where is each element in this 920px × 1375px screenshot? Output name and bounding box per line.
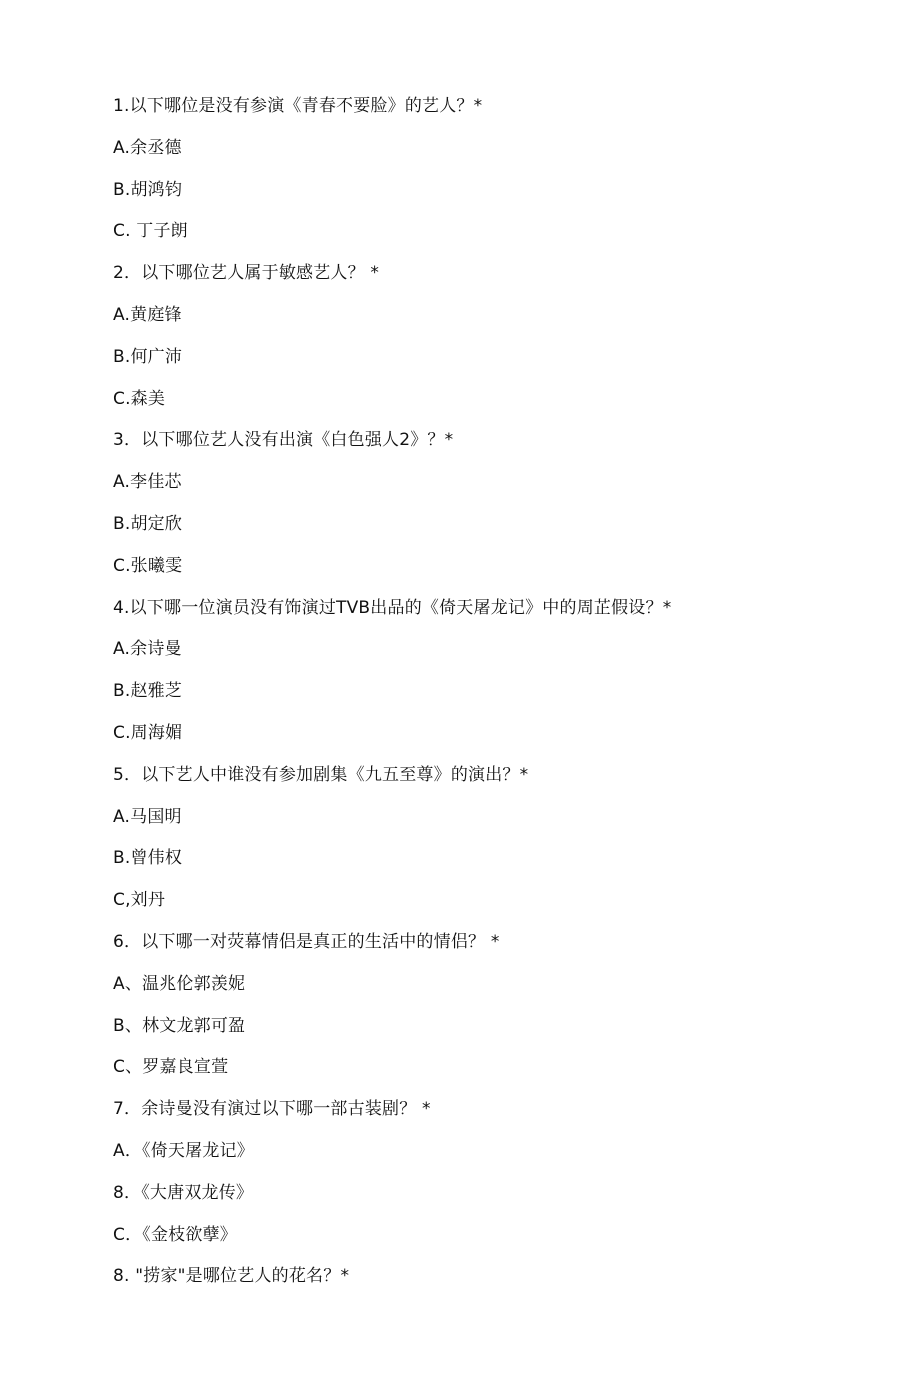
question-3-option-a: A.李佳芯 — [113, 472, 182, 493]
question-6-option-a: A、温兆伦郭羡妮 — [113, 973, 246, 994]
question-2-option-c: C.森美 — [113, 388, 166, 409]
question-7-option-b: 8．《大唐双龙传》 — [113, 1182, 254, 1203]
quiz-content — [113, 93, 893, 1305]
question-4-option-c: C.周海媚 — [113, 722, 183, 743]
question-1: 1.以下哪位是没有参演《青春不要脸》的艺人？* — [113, 96, 483, 116]
question-2-option-a: A.黄庭锋 — [113, 304, 182, 325]
question-6-option-b: B、林文龙郭可盈 — [113, 1015, 246, 1036]
question-1-option-c: C. 丁子朗 — [113, 221, 188, 242]
question-6: 6．以下哪一对荧幕情侣是真正的生活中的情侣？ * — [113, 931, 500, 952]
question-4: 4.以下哪一位演员没有饰演过TVB出品的《倚天屠龙记》中的周芷假设？* — [113, 597, 672, 618]
question-5: 5．以下艺人中谁没有参加剧集《九五至尊》的演出？* — [113, 764, 529, 785]
question-6-option-c: C、罗嘉良宣萱 — [113, 1057, 229, 1078]
question-1-option-a: A.余丞德 — [113, 137, 182, 158]
question-2: 2．以下哪位艺人属于敏感艺人？ * — [113, 263, 380, 284]
question-7-option-c: C．《金枝欲孽》 — [113, 1224, 237, 1245]
question-3-option-c: C.张曦雯 — [113, 555, 183, 576]
question-3-option-b: B.胡定欣 — [113, 513, 183, 534]
question-7: 7．余诗曼没有演过以下哪一部古装剧？ * — [113, 1099, 431, 1120]
question-1-option-b: B.胡鸿钧 — [113, 179, 183, 200]
question-4-option-a: A.余诗曼 — [113, 639, 182, 660]
question-3: 3．以下哪位艺人没有出演《白色强人2》？* — [113, 430, 454, 451]
question-7-option-a: A．《倚天屠龙记》 — [113, 1140, 254, 1161]
question-5-option-a: A.马国明 — [113, 806, 182, 827]
question-5-option-c: C,刘丹 — [113, 890, 166, 911]
question-5-option-b: B.曾伟权 — [113, 848, 183, 869]
question-4-option-b: B.赵雅芝 — [113, 681, 183, 702]
question-8: 8. "捞家"是哪位艺人的花名？* — [113, 1266, 350, 1287]
question-2-option-b: B.何广沛 — [113, 346, 183, 367]
